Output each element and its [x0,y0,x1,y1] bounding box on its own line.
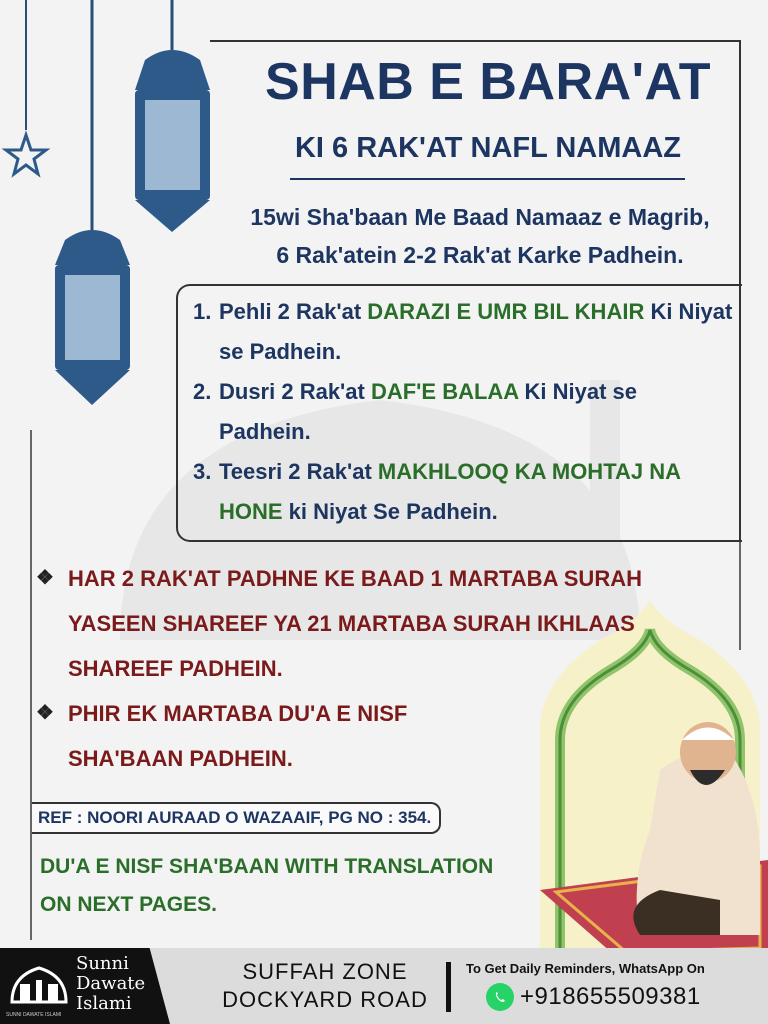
whatsapp-number[interactable]: +918655509381 [520,983,701,1010]
zone-line: DOCKYARD ROAD [222,987,428,1012]
star-icon [6,0,46,174]
intro-line: 15wi Sha'baan Me Baad Namaaz e Magrib, [250,204,710,230]
page-title: SHAB E BARA'AT [265,53,711,111]
step-text-before: Dusri 2 Rak'at [219,379,371,404]
diamond-bullet-icon: ❖ [36,567,54,589]
frame-line [30,430,32,940]
step-highlight: DAF'E BALAA [370,379,519,404]
step-text-before: Teesri 2 Rak'at [219,459,378,484]
step-text-after: Ki Niyat se Padhein. [219,299,733,364]
step-text-after: ki Niyat Se Padhein. [282,499,498,524]
whatsapp-label: To Get Daily Reminders, WhatsApp On [466,961,705,976]
step-item [193,452,733,532]
bullet-text: PHIR EK MARTABA DU'A E NISF SHA'BAAN PADHEIN. [68,701,408,771]
step-text [219,292,733,372]
intro-text [212,198,748,274]
step-text-after: Ki Niyat se Padhein. [219,379,637,444]
next-pages-note: DU'A E NISF SHA'BAAN WITH TRANSLATION ON NEXT PAGES. [40,855,494,916]
step-text [219,372,733,452]
bullet-item [36,691,466,781]
step-item [193,372,733,452]
step-number: 3. [193,459,212,484]
step-item [193,292,733,372]
step-highlight: MAKHLOOQ KA MOHTAJ NA HONE [219,459,681,524]
instruction-bullets [36,556,736,781]
frame-line [739,540,741,650]
lantern-icon [55,0,130,405]
steps-list [193,292,733,532]
reference-text: REF : NOORI AURAAD O WAZAAIF, PG NO : 354. [32,802,441,834]
step-text-before: Pehli 2 Rak'at [219,299,368,324]
bullet-item [36,556,716,691]
step-text [219,452,733,532]
step-highlight: DARAZI E UMR BIL KHAIR [367,299,645,324]
diamond-bullet-icon: ❖ [36,702,54,724]
step-number: 2. [193,379,212,404]
whatsapp-contact[interactable] [486,983,701,1011]
intro-line: 6 Rak'atein 2-2 Rak'at Karke Padhein. [276,242,684,268]
logo-line: Sunni [76,953,129,974]
page-subtitle: KI 6 RAK'AT NAFL NAMAAZ [294,132,682,164]
zone-line: SUFFAH ZONE [242,959,408,984]
whatsapp-icon [486,983,514,1011]
logo-line: Islami [76,993,132,1014]
step-number: 1. [193,299,212,324]
frame-line [210,40,740,42]
footer-divider [446,962,451,1012]
zone-name [196,958,454,1014]
logo-tagline: SUNNI DAWATE ISLAMI [6,1012,62,1018]
logo-line: Dawate [76,973,146,994]
bullet-text: HAR 2 RAK'AT PADHNE KE BAAD 1 MARTABA SURAH YASEEN SHAREEF YA 21 MARTABA SURAH IKHLAAS SHAREEF PADHEIN. [68,566,642,681]
title-divider [290,178,685,180]
sdi-logo-icon [6,958,72,1010]
lantern-icon [135,0,210,232]
logo-text [76,954,145,1014]
